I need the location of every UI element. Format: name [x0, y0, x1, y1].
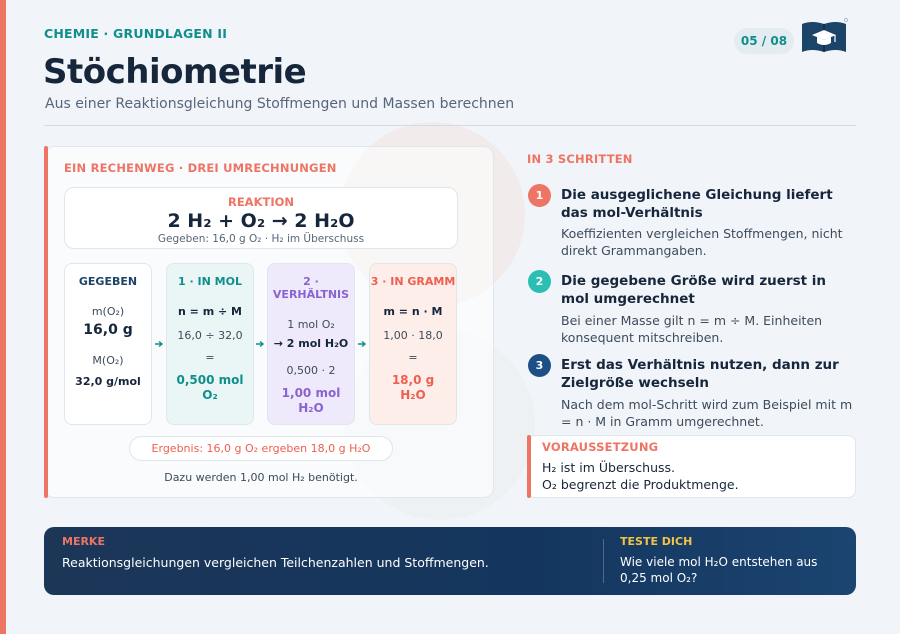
column-line: M(O₂) [92, 354, 124, 367]
step-title-2: Die gegebene Größe wird zuerst in mol umgerechnet [561, 273, 827, 307]
prerequisite-accent [527, 435, 531, 498]
card-accent [44, 146, 48, 498]
column-line: → 2 mol H₂O [273, 337, 349, 350]
graduation-book-icon [800, 18, 848, 56]
prerequisite-text [542, 459, 739, 493]
column-result: 1,00 mol [281, 386, 341, 400]
prerequisite-line: H₂ ist im Überschuss. [542, 460, 676, 475]
column-line: = [205, 351, 215, 364]
arrow-right-icon [255, 339, 265, 349]
banner-divider [603, 539, 604, 583]
quiz-question: Wie viele mol H₂O entstehen aus 0,25 mol O₂? [620, 555, 818, 585]
column-head: 2 · VERHÄLTNIS [272, 275, 350, 301]
column-result: 18,0 g [391, 373, 435, 387]
quiz-label: TESTE DICH [620, 535, 693, 548]
given-line: Gegeben: 16,0 g O₂ · H₂ im Überschuss [157, 233, 365, 245]
column-line: = [408, 351, 418, 364]
column-result-unit: O₂ [202, 388, 218, 402]
column-ratio [267, 263, 355, 425]
step-number-1: 1 [528, 184, 551, 207]
column-value: 32,0 g/mol [75, 375, 141, 388]
column-in-gram [369, 263, 457, 425]
step-number-3: 3 [528, 354, 551, 377]
step-text-3: Nach dem mol-Schritt wird zum Beispiel mit m = n · M in Gramm umgerechnet. [561, 397, 853, 429]
column-result-unit: H₂O [400, 388, 426, 402]
column-line: m(O₂) [91, 305, 125, 318]
reaction-box [64, 187, 458, 249]
column-line: 0,500 · 2 [286, 364, 336, 377]
calculation-label: EIN RECHENWEG · DREI UMRECHNUNGEN [64, 161, 337, 175]
column-result-unit: H₂O [298, 401, 324, 415]
column-head: GEGEBEN [78, 275, 138, 288]
step-text-1: Koeffizienten vergleichen Stoffmengen, nicht direkt Grammangaben. [561, 226, 843, 258]
page-subtitle: Aus einer Reaktionsgleichung Stoffmengen und Massen berechnen [45, 96, 515, 112]
column-head: 3 · IN GRAMM [370, 275, 456, 288]
left-accent-bar [0, 0, 6, 634]
reaction-equation: 2 H₂ + O₂ → 2 H₂O [167, 210, 355, 232]
prerequisite-line: O₂ begrenzt die Produktmenge. [542, 477, 739, 492]
column-given [64, 263, 152, 425]
remember-text: Reaktionsgleichungen vergleichen Teilchenzahlen und Stoffmengen. [62, 555, 489, 570]
header-divider [44, 125, 856, 126]
step-text-2: Bei einer Masse gilt n = m ÷ M. Einheiten konsequent mitschreiben. [561, 313, 823, 345]
step-title-1: Die ausgeglichene Gleichung liefert das mol-Verhältnis [561, 187, 833, 221]
column-head: 1 · IN MOL [178, 275, 242, 288]
column-result: 0,500 mol [176, 373, 244, 387]
step-number-2: 2 [528, 270, 551, 293]
column-formula: m = n · M [383, 305, 443, 318]
column-formula: n = m ÷ M [178, 305, 242, 318]
steps-label: IN 3 SCHRITTEN [527, 152, 633, 166]
arrow-right-icon [154, 339, 164, 349]
page-counter: 05 / 08 [734, 28, 794, 54]
result-pill: Ergebnis: 16,0 g O₂ ergeben 18,0 g H₂O [129, 436, 393, 461]
course-label: CHEMIE · GRUNDLAGEN II [44, 26, 228, 41]
result-note: Dazu werden 1,00 mol H₂ benötigt. [164, 471, 358, 484]
column-in-mol [166, 263, 254, 425]
column-line: 1 mol O₂ [287, 318, 335, 331]
remember-label: MERKE [62, 535, 105, 548]
arrow-right-icon [357, 339, 367, 349]
column-line: 1,00 · 18,0 [383, 329, 443, 342]
reaction-label: REAKTION [227, 195, 295, 209]
column-value: 16,0 g [83, 322, 133, 338]
page-title: Stöchiometrie [43, 52, 307, 92]
prerequisite-label: VORAUSSETZUNG [542, 440, 659, 454]
column-line: 16,0 ÷ 32,0 [177, 329, 243, 342]
step-title-3: Erst das Verhältnis nutzen, dann zur Zielgröße wechseln [561, 357, 839, 391]
